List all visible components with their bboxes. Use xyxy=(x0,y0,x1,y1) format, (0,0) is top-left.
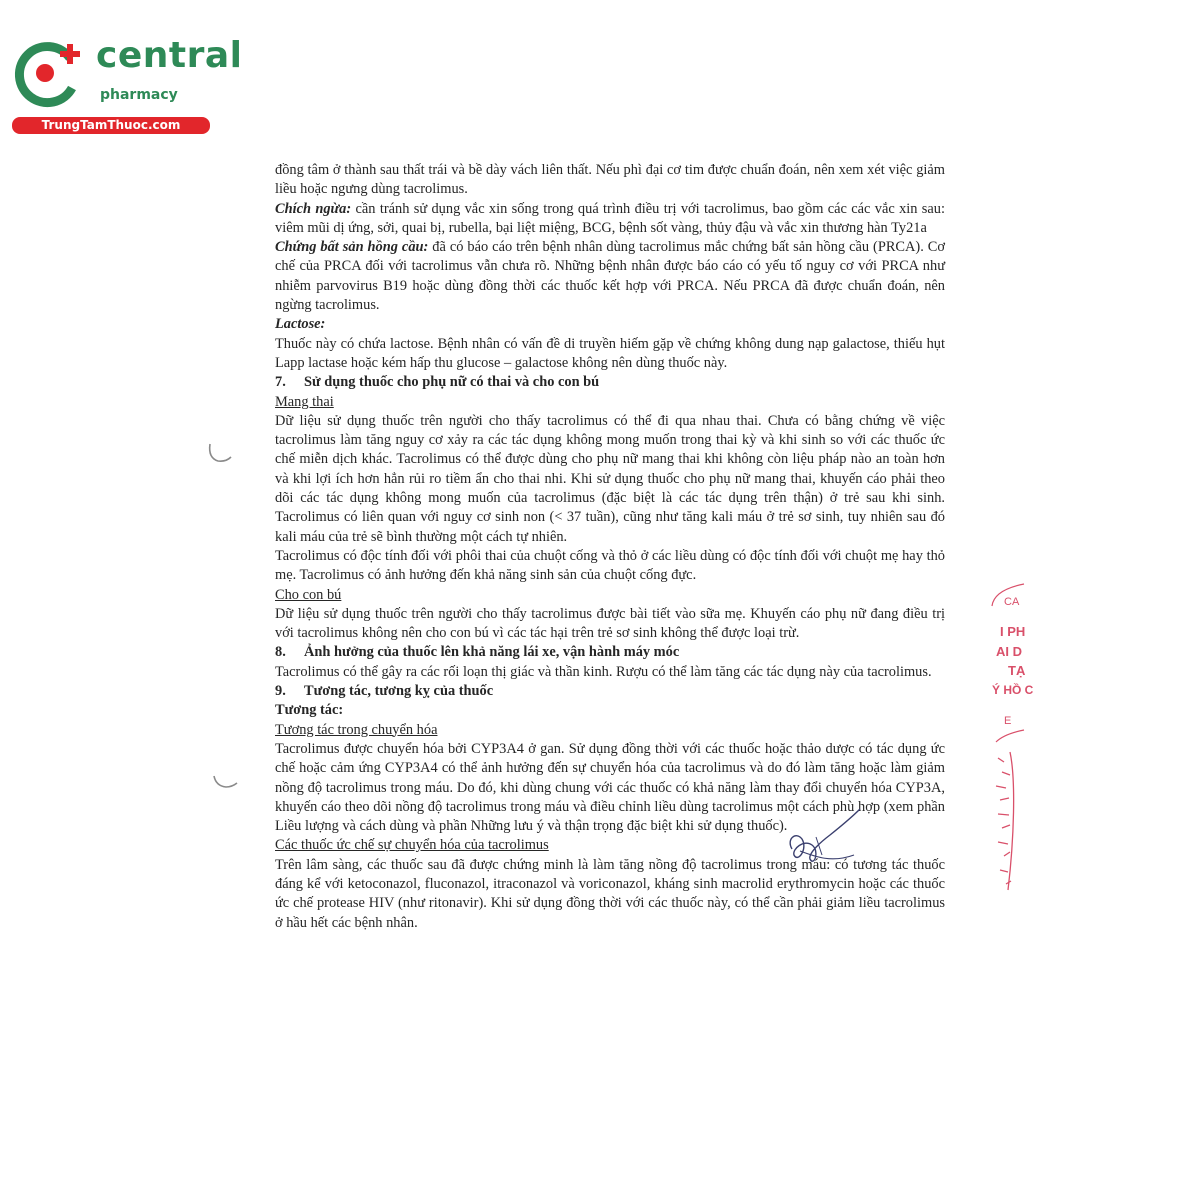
red-stamp-fragment xyxy=(984,580,1034,910)
subheading-breastfeeding: Cho con bú xyxy=(275,586,342,603)
punch-hole-mark xyxy=(210,772,240,792)
section-8-title: Ảnh hưởng của thuốc lên khả năng lái xe, vận hành máy móc xyxy=(304,644,680,661)
paragraph-cardiomyopathy: đồng tâm ở thành sau thất trái và bề dày vách liên thất. Nếu phì đại cơ tim được chuẩn đoán, nên xem xét việc giảm liều hoặc ngưng dùng tacrolimus. xyxy=(275,162,945,198)
pharmacy-logo-icon xyxy=(12,38,88,110)
section-7-heading xyxy=(275,373,945,392)
logo-name: central xyxy=(96,35,243,76)
section-8-heading xyxy=(275,643,945,662)
central-pharmacy-logo[interactable] xyxy=(10,35,243,136)
stamp-fragment-text: AI D xyxy=(996,644,1022,659)
stamp-fragment-text: TẠ xyxy=(1008,663,1026,678)
paragraph-metabolic-interactions: Tacrolimus được chuyển hóa bởi CYP3A4 ở gan. Sử dụng đồng thời với các thuốc hoặc thảo dược có tác dụng ức chế hoặc cảm ứng CYP3A4 có thể ảnh hưởng đến sự chuyển hóa của tacrolimus và do đó làm tăng hoặc làm giảm nồng độ tacrolimus trong máu. Do đó, khi dùng chung với các thuốc có khả năng làm thay đổi chuyển hóa CYP3A, khuyến cáo theo dõi nồng độ tacrolimus trong máu và điều chỉnh liều dùng tacrolimus một cách phù hợp (xem phần Liều lượng và cách dùng và phần Những lưu ý và thận trọng đặc biệt khi sử dụng thuốc). xyxy=(275,740,945,835)
section-7-number: 7. xyxy=(275,374,286,391)
lactose-label: Lactose: xyxy=(275,316,326,333)
paragraph-metabolism-inhibitors: Trên lâm sàng, các thuốc sau đã được chứng minh là làm tăng nồng độ tacrolimus trong máu: có tương tác thuốc đáng kể với ketoconazol, fluconazol, itraconazol và voriconazol, kháng sinh macrolid erythromycin hoặc các thuốc ức chế protease HIV (như ritonavir). Khi sử dụng đồng thời với các thuốc này, có thể cần phải giảm liều tacrolimus ở hầu hết các bệnh nhân. xyxy=(275,856,945,931)
paragraph-breastfeeding: Dữ liệu sử dụng thuốc trên người cho thấy tacrolimus được bài tiết vào sữa mẹ. Khuyến cáo phụ nữ đang điều trị với tacrolimus không nên cho con bú vì các tác hại trên trẻ sơ sinh không thể được loại trừ. xyxy=(275,605,945,642)
section-9-title: Tương tác, tương kỵ của thuốc xyxy=(304,683,494,700)
subheading-metabolism-inhibitors: Các thuốc ức chế sự chuyển hóa của tacrolimus xyxy=(275,837,549,854)
paragraph-pregnancy-2: Tacrolimus có độc tính đối với phôi thai của chuột cống và thỏ ở các liều dùng có độc tính đối với chuột mẹ hay thỏ mẹ. Tacrolimus có ảnh hưởng đến khả năng sinh sản của chuột cống đực. xyxy=(275,547,945,584)
stamp-fragment-text: E xyxy=(1004,715,1012,727)
subheading-metabolic-interactions: Tương tác trong chuyển hóa xyxy=(275,721,438,738)
logo-subtitle: pharmacy xyxy=(100,87,178,103)
section-9-number: 9. xyxy=(275,683,286,700)
handwritten-signature xyxy=(770,805,870,875)
paragraph-driving: Tacrolimus có thể gây ra các rối loạn thị giác và thần kinh. Rượu có thể làm tăng các tác dụng này của tacrolimus. xyxy=(275,663,932,680)
paragraph-pregnancy-1: Dữ liệu sử dụng thuốc trên người cho thấy tacrolimus có thể đi qua nhau thai. Chưa có bằng chứng về việc tacrolimus làm tăng nguy cơ xảy ra các tác dụng không mong muốn trong thai kỳ và khi sinh so với các thuốc ức chế miễn dịch khác. Tacrolimus có thể được dùng cho phụ nữ mang thai khi không còn liệu pháp nào an toàn hơn và khi lợi ích hơn hẳn rủi ro tiềm ẩn cho thai nhi. Khi sử dụng thuốc cho phụ nữ mang thai, khuyến cáo phải theo dõi các tác dụng không mong muốn của tacrolimus (đặc biệt là các tác dụng trên thận) ở trẻ sau khi sinh. Tacrolimus có liên quan với nguy cơ sinh non (< 37 tuần), cũng như tăng kali máu ở trẻ sơ sinh, tuy nhiên sau đó kali máu của trẻ sẽ bình thường một cách tự nhiên. xyxy=(275,412,945,545)
subheading-pregnancy: Mang thai xyxy=(275,393,334,410)
vaccination-label: Chích ngừa: xyxy=(275,200,352,217)
paragraph-lactose: Thuốc này có chứa lactose. Bệnh nhân có vấn đề di truyền hiếm gặp về chứng không dung nạp galactose, thiếu hụt Lapp lactase hoặc kém hấp thu glucose – galactose không nên dùng thuốc này. xyxy=(275,335,945,371)
website-banner: TrungTamThuoc.com xyxy=(12,117,210,134)
punch-hole-mark xyxy=(204,440,234,466)
interactions-label: Tương tác: xyxy=(275,702,344,719)
stamp-fragment-text: CA xyxy=(1004,596,1020,608)
vaccination-text: cần tránh sử dụng vắc xin sống trong quá trình điều trị với tacrolimus, bao gồm các các vắc xin sau: viêm mũi dị ứng, sởi, quai bị, rubella, bại liệt miệng, BCG, bệnh sốt vàng, thủy đậu và vắc xin thương hàn Ty21a xyxy=(275,200,945,236)
prca-text: đã có báo cáo trên bệnh nhân dùng tacrolimus mắc chứng bất sản hồng cầu (PRCA). Cơ chế của PRCA đối với tacrolimus vẫn chưa rõ. Những bệnh nhân được báo cáo có yếu tố nguy cơ với PRCA như nhiễm parvovirus B19 hoặc dùng đồng thời các thuốc kết hợp với PRCA. Nếu PRCA đã được chuẩn đoán, nên ngừng tacrolimus. xyxy=(275,239,945,314)
section-8-number: 8. xyxy=(275,644,286,661)
section-9-heading xyxy=(275,682,945,701)
stamp-fragment-text: I PH xyxy=(1000,624,1026,639)
stamp-fragment-text: Ý HỒ C xyxy=(992,683,1034,697)
paragraph-vaccination xyxy=(275,200,945,239)
paragraph-prca xyxy=(275,238,945,315)
section-7-title: Sử dụng thuốc cho phụ nữ có thai và cho con bú xyxy=(304,374,600,391)
prca-label: Chứng bất sản hồng cầu: xyxy=(275,239,429,256)
